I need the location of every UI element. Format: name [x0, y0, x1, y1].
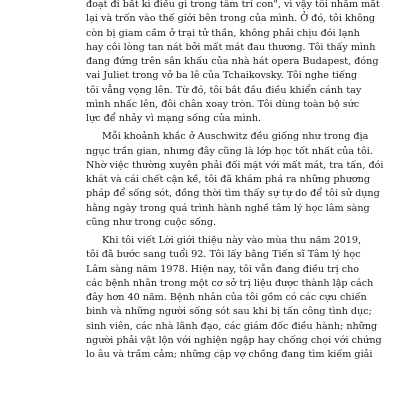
- text-line: cũng như trong cuộc sống.: [86, 216, 217, 228]
- text-line: các bệnh nhân trong một cơ sở trị liệu được thành lập cách: [86, 277, 374, 289]
- text-line: đang đứng trên sân khấu của nhà hát opera Budapest, đóng: [86, 56, 379, 67]
- paragraph: [86, 0, 380, 126]
- text-line: hay côi lòng tan nát bởi mất mát đau thương. Tôi thấy mình: [86, 41, 376, 53]
- paragraph: [86, 130, 384, 230]
- text-line: khát và cái chết cận kề, tôi đã khám phá ra những phương: [86, 174, 370, 185]
- text-line: người phải vật lộn với nghiện ngập hay chống chọi với chứng: [86, 334, 382, 346]
- text-line: pháp để sống sót, đồng thời tìm thấy sự tự do để tôi sử dụng: [86, 188, 380, 200]
- text-line: còn bị giam cầm ở trại tử thần, không phải chịu đói lạnh: [86, 27, 360, 39]
- text-line: sinh viên, các nhà lãnh đạo, các giám đốc điều hành; những: [86, 320, 378, 332]
- text-line: lại và trốn vào thế giới bên trong của mình. Ở đó, tôi không: [86, 13, 376, 25]
- text-line: Nhờ việc thường xuyên phải đối mặt với mất mát, tra tấn, đói: [86, 159, 384, 171]
- text-line: tôi vẳng vọng lên. Từ đó, tôi bắt đầu điều khiển cánh tay: [86, 84, 362, 96]
- text-line: Lâm sàng năm 1978. Hiện nay, tôi vẫn đang điều trị cho: [86, 263, 360, 275]
- text-line: mình nhấc lên, đôi chân xoay tròn. Tôi dùng toàn bộ sức: [86, 98, 360, 110]
- text-line: binh và những người sống sót sau khi bị tấn công tình dục;: [86, 306, 372, 318]
- text-line: ngục trần gian, nhưng đây cũng là lớp học tốt nhất của tôi.: [86, 145, 373, 157]
- body-text: [86, 0, 384, 362]
- text-line: lực để nhảy vì mạng sống của mình.: [86, 113, 262, 124]
- text-line: Mỗi khoảnh khắc ở Auschwitz đều giống như trong địa: [102, 131, 369, 143]
- text-line: Khi tôi viết Lời giới thiệu này vào mùa thu năm 2019,: [102, 235, 362, 246]
- text-line: đây hơn 40 năm. Bệnh nhân của tôi gồm có các cựu chiến: [86, 292, 367, 303]
- text-line: tôi đã bước sang tuổi 92. Tôi lấy bằng Tiến sĩ Tâm lý học: [86, 249, 361, 261]
- text-line: vai Juliet trong vở ba lê của Tchaikovsky. Tôi nghe tiếng: [86, 70, 358, 82]
- text-line: lo âu và trầm cảm; những cặp vợ chồng đang tìm kiếm giải: [86, 349, 373, 360]
- paragraph: [86, 234, 382, 362]
- text-line: đoạt đi bất kì điều gì trong tâm trí con", vì vậy tôi nhắm mắt: [86, 0, 380, 10]
- text-line: hằng ngày trong quá trình hành nghề tâm lý học lâm sàng: [86, 202, 370, 214]
